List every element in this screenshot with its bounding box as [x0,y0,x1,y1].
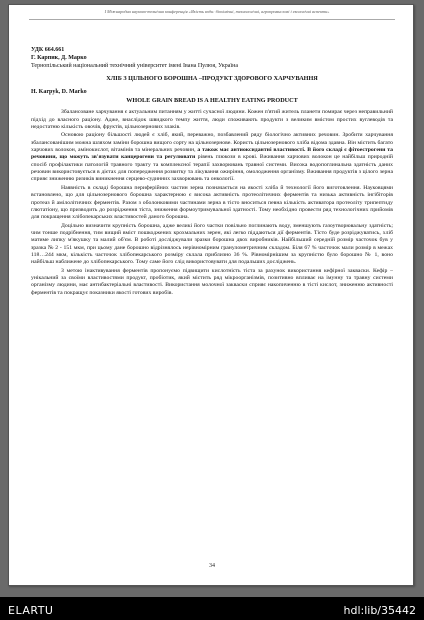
handle-id: hdl:lib/35442 [343,604,416,617]
authors-ua: Г. Карпик, Д. Марко [31,54,87,61]
header-divider [29,19,395,20]
paragraph-4: Доцільно визначити крупність борошна, адже великі його частки повільно поглинають воду, зменшують газоутворювальну здатність; чим тонше подрібнення, тим вищий вміст пошкоджених крохмальних зерен, які легко піддаються дії ферментів. Тісто буде розріджуватись, хліб матиме липку м'якушку та малий об'єм. В роботі досліджували зразки борошна двох виробників. Найбільший середній розмір часточок був у зразка № 2 - 151 мкм, при цьому дане борошно відрізнялось нерівномірним гранулометричним складом. Біля 67 % часточок мали розмір в межах 118…244 мкм, кількість часточок хлібопекарського розміру склала приблизно 36 %. Рівномірнішим за крупністю було борошно № 1, воно найбільш наближене до хлібопекарського. Тому саме його слід використовувати для подальших досліджень. [31,222,393,266]
paragraph-2: Основою раціону більшості людей є хліб, який, переважно, позбавлений ряду біологічно активних речовин. Зробити харчування збалансованішим можна шляхом заміни борошна вищого сорту на цільнозернове. Користь цільнозернового хліба відома здавна. Він містить багато харчових волокон, амінокислот, вітамінів та мінеральних речовин, а також має антиоксидантні властивості. В його складі є фітоестрогени та речовини, що можуть зв'язувати канцерогени та регулювати рівень глюкози в крові. Вживання харчових волокон це найбільш природній спосіб профілактики патологій травного тракту та комплексної терапії захворювань травної системи. Висока водопоглинальна здатність даних речовин використовується в дієтах для попередження розвитку та лікування ожиріння, омолодження організму. Вживання продуктів з цілого зерна сприяє зниженню ризиків виникнення серцево-судинних захворювань та онкології. [31,132,393,183]
paragraph-5: З метою інактивування ферментів пропонуємо підвищити кислотність тіста за рахунок використання кефірної закваски. Кефір – унікальний за своїми властивостями продукт, пробіотик, який містить ряд мікроорганізмів, позитивно впливає на імунну та травну системи організму людини, має антибактеріальні властивості. Використання молочної закваски сприяє накопиченню в тісті кислот, зниженню активності ферментів та покращує показники якості готових виробів. [31,267,393,296]
emphasized-phrase: а також має антиоксидантні властивості. В його складі є фітоестрогени та речовини, що можуть зв'язувати канцерогени та регулювати [31,147,393,161]
paragraph-3: Наявність в складі борошна периферійних частин зерна позначається на якості хліба й технології його виготовлення. Науковцями встановлено, що для цільнозернового борошна характерною є висока активність протеолітичних ферментів та низька активність інгібіторів протеаз й амілолітичних ферментів. Разом з оболонковими частинами зерна в тісто вноситься певна кількість активатора протеоліту трипептиду глютатіону, що призводить до розрідження тіста, зниження формоутримувальної здатності. Тому необхідно провести ряд технологічних прийомів для покращення хлібопекарських властивостей даного борошна. [31,184,393,221]
document-page [8,4,414,586]
conference-header: І Міжнародна науково-технічна конференція «Якість води: біохімічні, технологічні, агропромислові і екологічні аспекти» [104,9,330,14]
article-title-en: WHOLE GRAIN BREAD IS A HEALTHY EATING PRODUCT [126,97,298,105]
article-title-ua: ХЛІБ З ЦІЛЬНОГО БОРОШНА –ПРОДУКТ ЗДОРОВОГО ХАРЧУВАННЯ [106,75,318,83]
page-number: 34 [209,563,215,569]
authors-en: H. Karpyk, D. Marko [31,89,87,96]
affiliation: Тернопільський національний технічний університет імені Івана Пулюя, Україна [31,62,238,69]
udc-code: УДК 664.661 [31,47,65,53]
paragraph-1: Збалансоване харчування є актуальним питанням у житті сучасної людини. Кожен п'ятий житель планети помирає через неправильний підхід до власного раціону. Адже, внаслідок швидкого темпу життя, люди споживають продукти з великим вмістом простих вуглеводів та недостатню кількість овочів, фруктів, цільнозернових злаків. [31,109,393,131]
article-body [31,47,393,298]
repository-name: ELARTU [8,604,54,617]
